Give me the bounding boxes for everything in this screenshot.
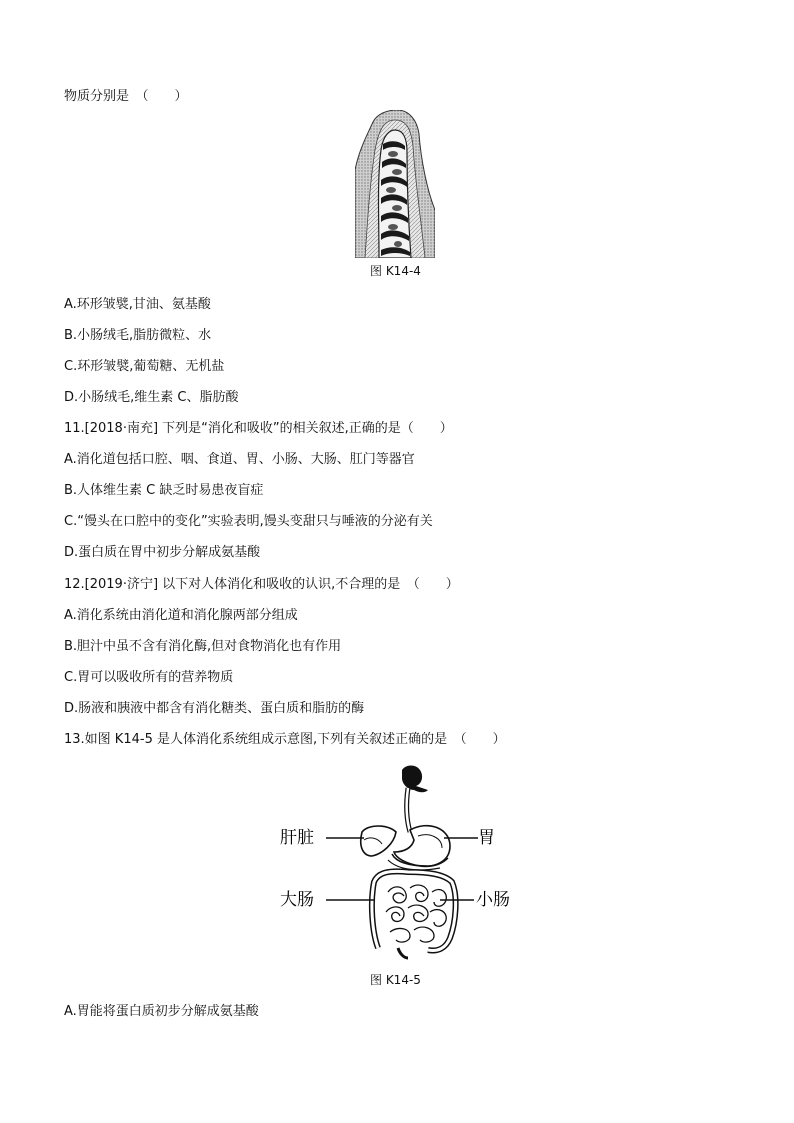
label-liver: 肝脏 [280,828,314,848]
option-a-q10: A.环形皱襞,甘油、氨基酸 [64,297,211,312]
option-c-q10: C.环形皱襞,葡萄糖、无机盐 [64,359,225,374]
option-a-q13: A.胃能将蛋白质初步分解成氨基酸 [64,1004,259,1019]
option-d-q11: D.蛋白质在胃中初步分解成氨基酸 [64,545,261,560]
text-line-1: 物质分别是 （ ） [64,89,188,104]
option-d-q10: D.小肠绒毛,维生素 C、脂肪酸 [64,390,239,405]
villus-figure [355,110,435,258]
option-d-q12: D.肠液和胰液中都含有消化糖类、蛋白质和脂肪的酶 [64,701,365,716]
option-c-q12: C.胃可以吸收所有的营养物质 [64,670,234,685]
option-a-q12: A.消化系统由消化道和消化腺两部分组成 [64,608,298,623]
label-stomach: 胃 [478,828,495,848]
option-b-q10: B.小肠绒毛,脂肪微粒、水 [64,328,212,343]
option-c-q11: C.“馒头在口腔中的变化”实验表明,馒头变甜只与唾液的分泌有关 [64,514,433,529]
label-small-intestine: 小肠 [476,890,510,910]
label-large-intestine: 大肠 [280,890,314,910]
question-11: 11.[2018·南充] 下列是“消化和吸收”的相关叙述,正确的是（ ） [64,421,453,436]
villus-illustration [355,110,435,258]
option-a-q11: A.消化道包括口腔、咽、食道、胃、小肠、大肠、肛门等器官 [64,452,415,467]
figure-caption-k14-4: 图 K14-4 [370,264,421,278]
question-13: 13.如图 K14-5 是人体消化系统组成示意图,下列有关叙述正确的是 （ ） [64,732,506,747]
figure-caption-k14-5: 图 K14-5 [370,973,421,987]
digestive-system-figure [278,762,518,962]
option-b-q11: B.人体维生素 C 缺乏时易患夜盲症 [64,483,264,498]
option-b-q12: B.胆汁中虽不含有消化酶,但对食物消化也有作用 [64,639,342,654]
digestive-system-illustration [278,762,518,962]
question-12: 12.[2019·济宁] 以下对人体消化和吸收的认识,不合理的是 （ ） [64,577,459,592]
